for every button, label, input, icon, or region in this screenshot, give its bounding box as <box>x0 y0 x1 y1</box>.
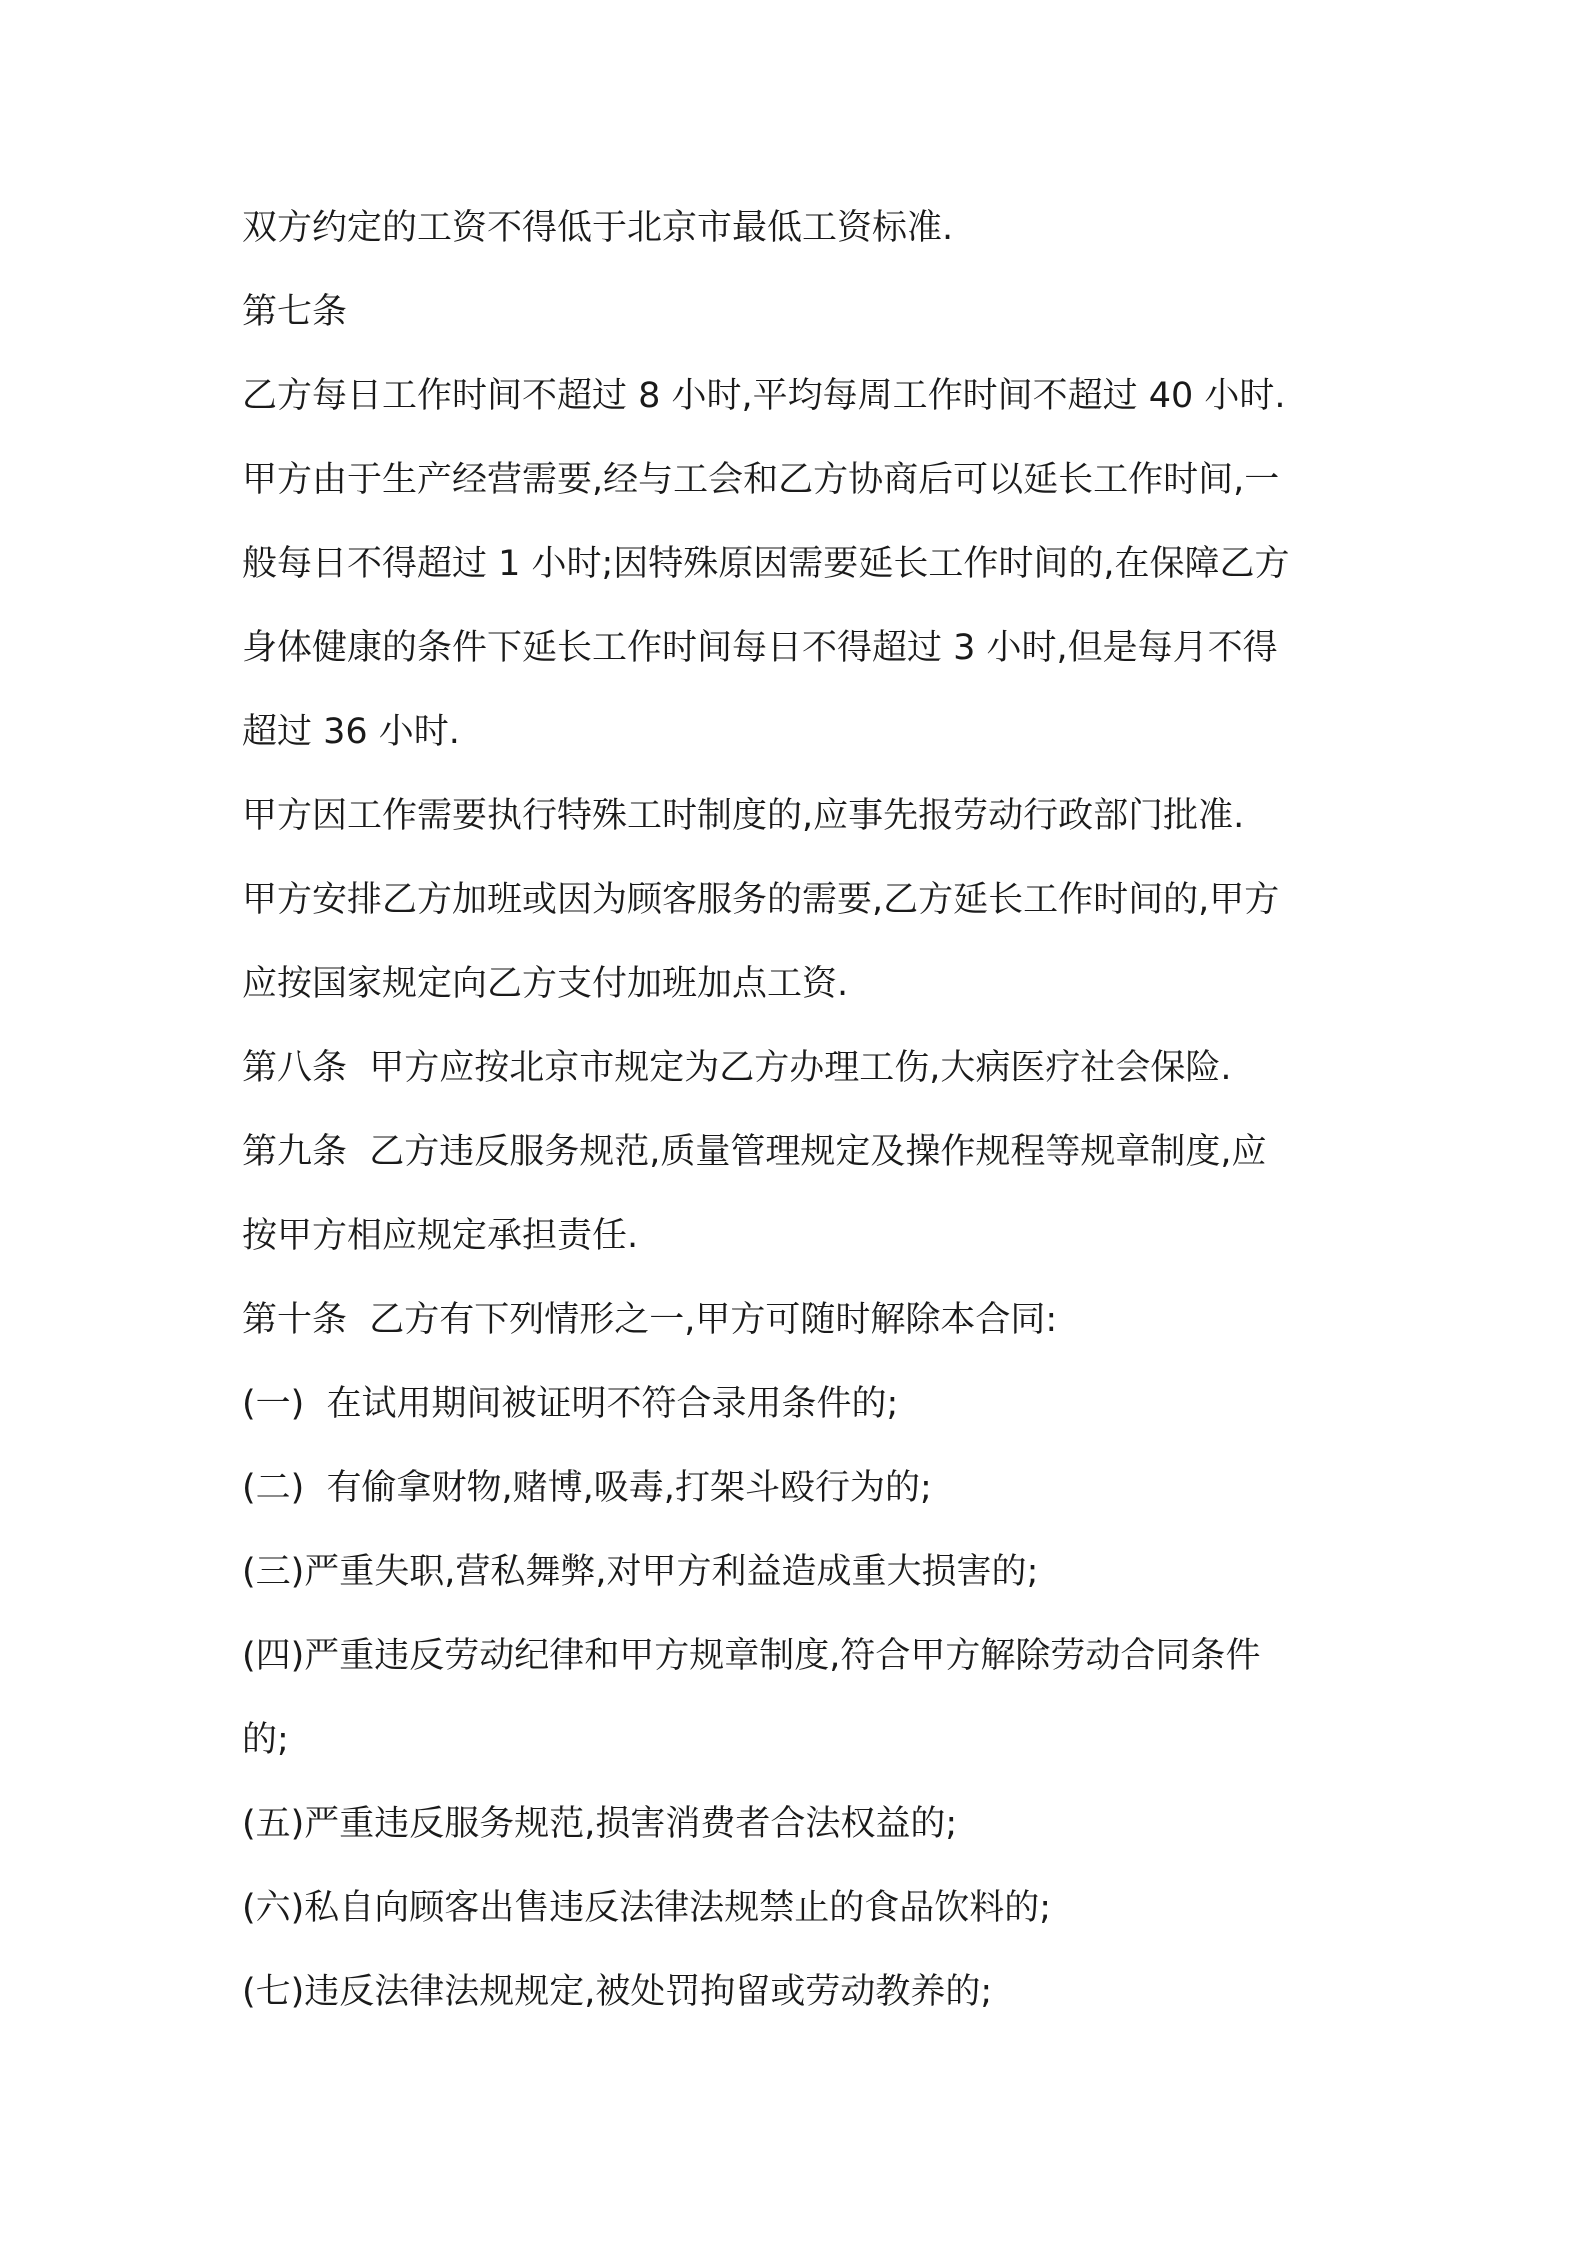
text-line-6: 身体健康的条件下延长工作时间每日不得超过 3 小时,但是每月不得 <box>242 628 1278 668</box>
text-line-20: (五)严重违反服务规范,损害消费者合法权益的; <box>242 1804 958 1844</box>
text-line-16: (二) 有偷拿财物,赌博,吸毒,打架斗殴行为的; <box>242 1468 932 1508</box>
text-line-1: 双方约定的工资不得低于北京市最低工资标准. <box>242 208 954 248</box>
text-line-12: 第九条 乙方违反服务规范,质量管理规定及操作规程等规章制度,应 <box>242 1132 1267 1172</box>
text-line-13: 按甲方相应规定承担责任. <box>242 1216 639 1256</box>
text-line-18: (四)严重违反劳动纪律和甲方规章制度,符合甲方解除劳动合同条件 <box>242 1636 1261 1676</box>
text-line-10: 应按国家规定向乙方支付加班加点工资. <box>242 964 849 1004</box>
text-line-14: 第十条 乙方有下列情形之一,甲方可随时解除本合同: <box>242 1300 1058 1340</box>
text-line-4: 甲方由于生产经营需要,经与工会和乙方协商后可以延长工作时间,一 <box>242 460 1280 500</box>
text-line-5: 般每日不得超过 1 小时;因特殊原因需要延长工作时间的,在保障乙方 <box>242 544 1290 584</box>
text-line-22: (七)违反法律法规规定,被处罚拘留或劳动教养的; <box>242 1972 993 2012</box>
text-line-9: 甲方安排乙方加班或因为顾客服务的需要,乙方延长工作时间的,甲方 <box>242 880 1280 920</box>
text-line-21: (六)私自向顾客出售违反法律法规禁止的食品饮料的; <box>242 1888 1052 1928</box>
text-line-19: 的; <box>242 1720 289 1760</box>
text-line-15: (一) 在试用期间被证明不符合录用条件的; <box>242 1384 899 1424</box>
text-line-17: (三)严重失职,营私舞弊,对甲方利益造成重大损害的; <box>242 1552 1039 1592</box>
text-line-8: 甲方因工作需要执行特殊工时制度的,应事先报劳动行政部门批准. <box>242 796 1245 836</box>
text-line-7: 超过 36 小时. <box>242 712 460 752</box>
text-line-11: 第八条 甲方应按北京市规定为乙方办理工伤,大病医疗社会保险. <box>242 1048 1232 1088</box>
text-line-2: 第七条 <box>242 292 348 332</box>
text-line-3: 乙方每日工作时间不超过 8 小时,平均每周工作时间不超过 40 小时. <box>242 376 1286 416</box>
